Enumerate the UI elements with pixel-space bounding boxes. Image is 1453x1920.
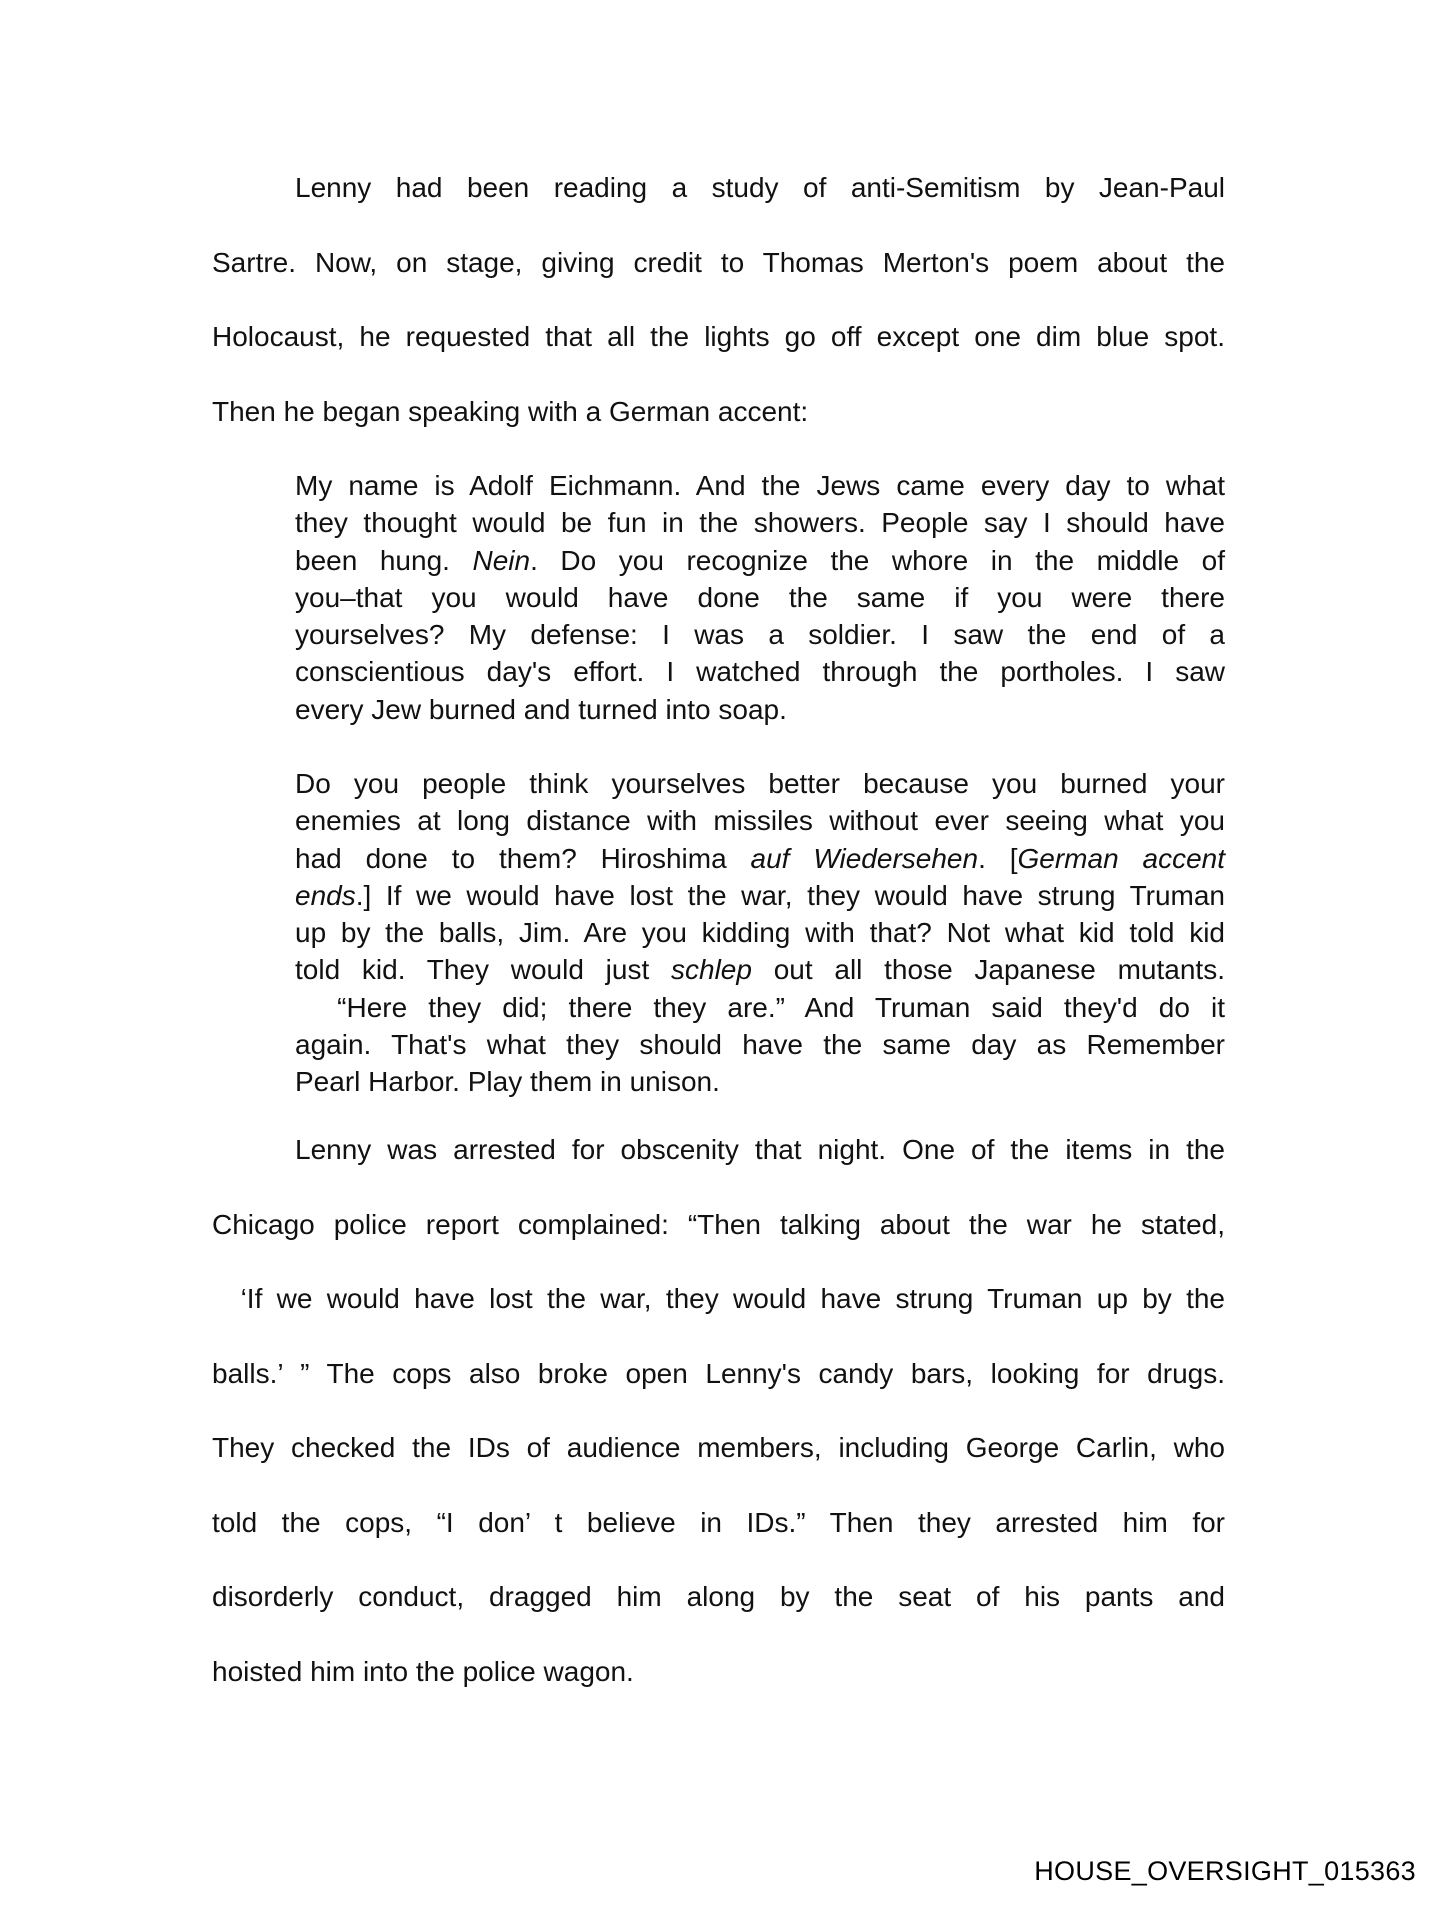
- text-segment: out all those Japanese mutants.: [751, 954, 1225, 986]
- block-quote-eichmann: [295, 467, 1225, 728]
- italic-text: auf Wiedersehen: [750, 842, 979, 874]
- text-line: told the cops, “I don’ t believe in IDs.” Then they arrested him for: [212, 1506, 1225, 1538]
- text-line: Sartre. Now, on stage, giving credit to Thomas Merton's poem about the: [212, 246, 1225, 278]
- text-segment: . [: [978, 842, 1018, 874]
- text-line: hoisted him into the police wagon.: [212, 1655, 634, 1687]
- italic-text: schlep: [671, 954, 752, 986]
- text-line: every Jew burned and turned into soap.: [295, 693, 787, 725]
- italic-text: Nein: [472, 544, 531, 576]
- text-line: [295, 951, 1225, 988]
- italic-text: German accent: [1017, 842, 1226, 874]
- text-line: again. That's what they should have the same day as Remember: [295, 1029, 1225, 1061]
- text-segment: told kid. They would just: [295, 954, 671, 986]
- text-line: up by the balls, Jim. Are you kidding with that? Not what kid told kid: [295, 917, 1225, 949]
- text-segment: .] If we would have lost the war, they would have strung Truman: [355, 879, 1225, 911]
- text-line: My name is Adolf Eichmann. And the Jews came every day to what: [295, 470, 1225, 501]
- text-line: [295, 840, 1225, 877]
- text-line: disorderly conduct, dragged him along by the seat of his pants and: [212, 1581, 1225, 1612]
- text-line: you–that you would have done the same if you were there: [295, 581, 1225, 613]
- text-line: “Here they did; there they are.” And Truman said they'd do it: [295, 991, 1225, 1023]
- text-segment: . Do you recognize the whore in the middle of: [530, 544, 1225, 576]
- text-segment: had done to them? Hiroshima: [295, 842, 751, 874]
- text-line: Then he began speaking with a German accent:: [212, 395, 809, 427]
- italic-text: ends: [295, 879, 356, 911]
- text-line: yourselves? My defense: I was a soldier. I saw the end of a: [295, 619, 1225, 651]
- text-line: they thought would be fun in the showers. People say I should have: [295, 507, 1225, 539]
- text-line: [295, 877, 1225, 914]
- text-line: Lenny had been reading a study of anti-Semitism by Jean-Paul: [295, 172, 1225, 203]
- text-line: Holocaust, he requested that all the lights go off except one dim blue spot.: [212, 321, 1225, 352]
- text-line: Lenny was arrested for obscenity that night. One of the items in the: [295, 1134, 1225, 1165]
- bates-number: HOUSE_OVERSIGHT_015363: [1034, 1856, 1416, 1886]
- text-line: balls.’ ” The cops also broke open Lenny's candy bars, looking for drugs.: [212, 1357, 1225, 1389]
- text-line: They checked the IDs of audience members, including George Carlin, who: [212, 1432, 1225, 1463]
- text-line: conscientious day's effort. I watched through the portholes. I saw: [295, 656, 1225, 688]
- block-quote-hiroshima: [295, 765, 1225, 1101]
- text-line: enemies at long distance with missiles without ever seeing what you: [295, 805, 1225, 837]
- text-segment: been hung.: [295, 544, 473, 576]
- text-line: Chicago police report complained: “Then talking about the war he stated,: [212, 1208, 1225, 1240]
- text-line: [295, 542, 1225, 579]
- text-line: Do you people think yourselves better because you burned your: [295, 768, 1225, 799]
- paragraph-arrest: [212, 1113, 1225, 1709]
- text-line: ‘If we would have lost the war, they would have strung Truman up by the: [212, 1283, 1225, 1314]
- paragraph-intro: [212, 151, 1225, 449]
- text-line: Pearl Harbor. Play them in unison.: [295, 1066, 720, 1098]
